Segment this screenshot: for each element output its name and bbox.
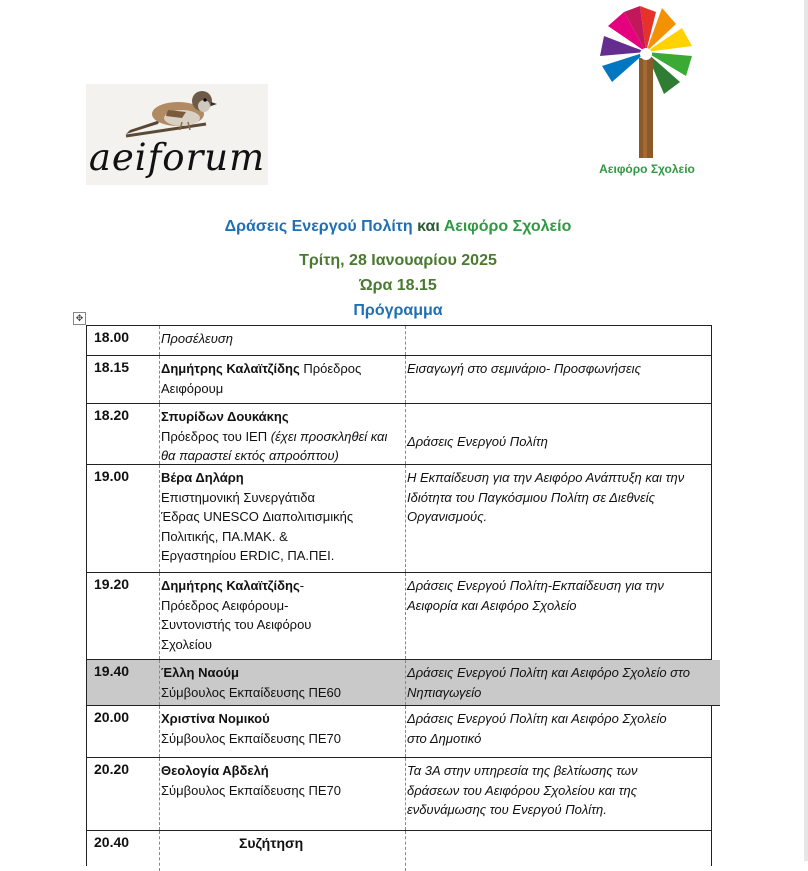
speaker-line: Αειφόρουμ — [161, 380, 224, 396]
table-row — [87, 326, 711, 356]
row-topic — [405, 660, 711, 705]
speaker-line: Προσέλευση — [161, 331, 233, 346]
speaker-line: Έδρας UNESCO Διαπολιτισμικής — [161, 509, 354, 524]
speaker-name-suffix: Πρόεδρος — [299, 361, 362, 376]
program-heading: Πρόγραμμα — [353, 302, 443, 319]
topic-line: Τα 3Α στην υπηρεσία της βελτίωσης των — [407, 763, 638, 778]
speaker-line: Σύμβουλος Εκπαίδευσης ΠΕ60 — [161, 684, 342, 700]
page-title — [0, 218, 796, 236]
topic-line: Οργανισμούς. — [407, 509, 488, 524]
speaker-name: Σπυρίδων Δουκάκης — [161, 409, 289, 424]
row-time: 20.20 — [94, 761, 130, 777]
speaker-name: Έλλη Ναούμ — [161, 665, 239, 680]
topic-line: στο Δημοτικό — [407, 730, 482, 746]
topic-line: Αειφορία και Αειφόρο Σχολείο — [407, 597, 577, 613]
row-time: 20.40 — [94, 834, 130, 850]
speaker-line: Πρόεδρος του ΙΕΠ — [161, 428, 268, 444]
row-topic — [405, 465, 711, 572]
row-topic — [405, 404, 711, 464]
row-speaker — [159, 326, 405, 355]
speaker-note: θα παραστεί εκτός απροόπτου) — [161, 448, 339, 463]
table-row — [87, 465, 711, 573]
row-topic — [405, 356, 711, 403]
row-speaker — [159, 706, 405, 757]
title-joiner: και — [417, 218, 440, 235]
row-time: 19.20 — [94, 576, 130, 592]
row-speaker — [159, 465, 405, 572]
topic-line: Εισαγωγή στο σεμινάριο- Προσφωνήσεις — [407, 361, 641, 376]
row-speaker — [159, 758, 405, 830]
row-topic — [405, 326, 711, 355]
speaker-name: Χριστίνα Νομικού — [161, 711, 270, 726]
speaker-line: Σύμβουλος Εκπαίδευσης ΠΕ70 — [161, 730, 342, 746]
school-logo-text: Αειφόρο Σχολείο — [599, 162, 695, 176]
row-speaker — [159, 404, 405, 464]
schedule-table — [86, 325, 712, 866]
table-row — [87, 758, 711, 831]
row-speaker — [159, 660, 405, 705]
row-topic — [405, 758, 711, 830]
row-time: 18.15 — [94, 359, 130, 375]
topic-line: ενδυνάμωσης του Ενεργού Πολίτη. — [407, 802, 607, 817]
topic-line: Δράσεις Ενεργού Πολίτη-Εκπαίδευση για την — [407, 578, 664, 593]
topic-line: δράσεων του Αειφόρου Σχολείου και της — [407, 782, 638, 798]
speaker-name: Θεολογία Αβδελή — [161, 763, 269, 778]
window-edge — [804, 0, 808, 861]
row-topic — [405, 831, 711, 871]
discussion-label: Συζήτηση — [239, 835, 304, 851]
row-time: 19.40 — [94, 663, 130, 679]
aeiforo-sxoleio-logo — [594, 2, 700, 182]
row-time: 20.00 — [94, 709, 130, 725]
title-part-2: Αειφόρο Σχολείο — [443, 218, 572, 235]
row-speaker — [159, 356, 405, 403]
speaker-line: Πολιτικής, ΠΑ.ΜΑΚ. & — [161, 528, 288, 544]
topic-line: Νηπιαγωγείο — [407, 684, 482, 700]
speaker-name: Δημήτρης Καλαϊτζίδης — [161, 578, 300, 593]
speaker-line: Σχολείου — [161, 636, 213, 652]
table-row — [87, 404, 711, 465]
topic-line: Δράσεις Ενεργού Πολίτη και Αειφόρο Σχολείο — [407, 711, 667, 726]
speaker-name: Δημήτρης Καλαϊτζίδης — [161, 361, 300, 376]
row-topic — [405, 706, 711, 757]
row-speaker — [159, 573, 405, 659]
event-date: Τρίτη, 28 Ιανουαρίου 2025 — [299, 252, 497, 269]
row-time: 18.20 — [94, 407, 130, 423]
speaker-line: Εργαστηρίου ERDIC, ΠΑ.ΠΕΙ. — [161, 548, 335, 563]
row-time: 19.00 — [94, 468, 130, 484]
speaker-line: Πρόεδρος Αειφόρουμ- — [161, 597, 289, 613]
topic-line: Δράσεις Ενεργού Πολίτη — [407, 434, 548, 449]
speaker-line: Συντονιστής του Αειφόρου — [161, 617, 312, 632]
speaker-line: Σύμβουλος Εκπαίδευσης ΠΕ70 — [161, 782, 342, 798]
title-part-1: Δράσεις Ενεργού Πολίτη — [224, 218, 413, 235]
topic-line: Δράσεις Ενεργού Πολίτη και Αειφόρο Σχολείο στο — [407, 665, 690, 680]
row-speaker — [159, 831, 405, 871]
table-row — [87, 706, 711, 758]
speaker-line: Επιστημονική Συνεργάτιδα — [161, 489, 315, 505]
table-row — [87, 831, 711, 871]
row-time: 18.00 — [94, 329, 130, 345]
table-move-handle-icon[interactable]: ✥ — [73, 312, 86, 325]
speaker-note: (έχει προσκληθεί και — [270, 428, 388, 444]
pinwheel-pencil-icon — [594, 2, 700, 162]
table-row-highlighted — [87, 660, 720, 706]
speaker-name: Βέρα Δηλάρη — [161, 470, 244, 485]
speaker-name-suffix: - — [299, 578, 305, 593]
aeiforum-logo — [86, 84, 268, 185]
aeiforum-wordmark: aeiforum — [88, 136, 266, 179]
row-topic — [405, 573, 711, 659]
topic-line: Ιδιότητα του Παγκόσμιου Πολίτη σε Διεθνείς — [407, 489, 655, 505]
topic-line: Η Εκπαίδευση για την Αειφόρο Ανάπτυξη και την — [407, 470, 685, 485]
event-time: Ώρα 18.15 — [359, 277, 437, 294]
table-row — [87, 356, 711, 404]
table-row — [87, 573, 711, 660]
